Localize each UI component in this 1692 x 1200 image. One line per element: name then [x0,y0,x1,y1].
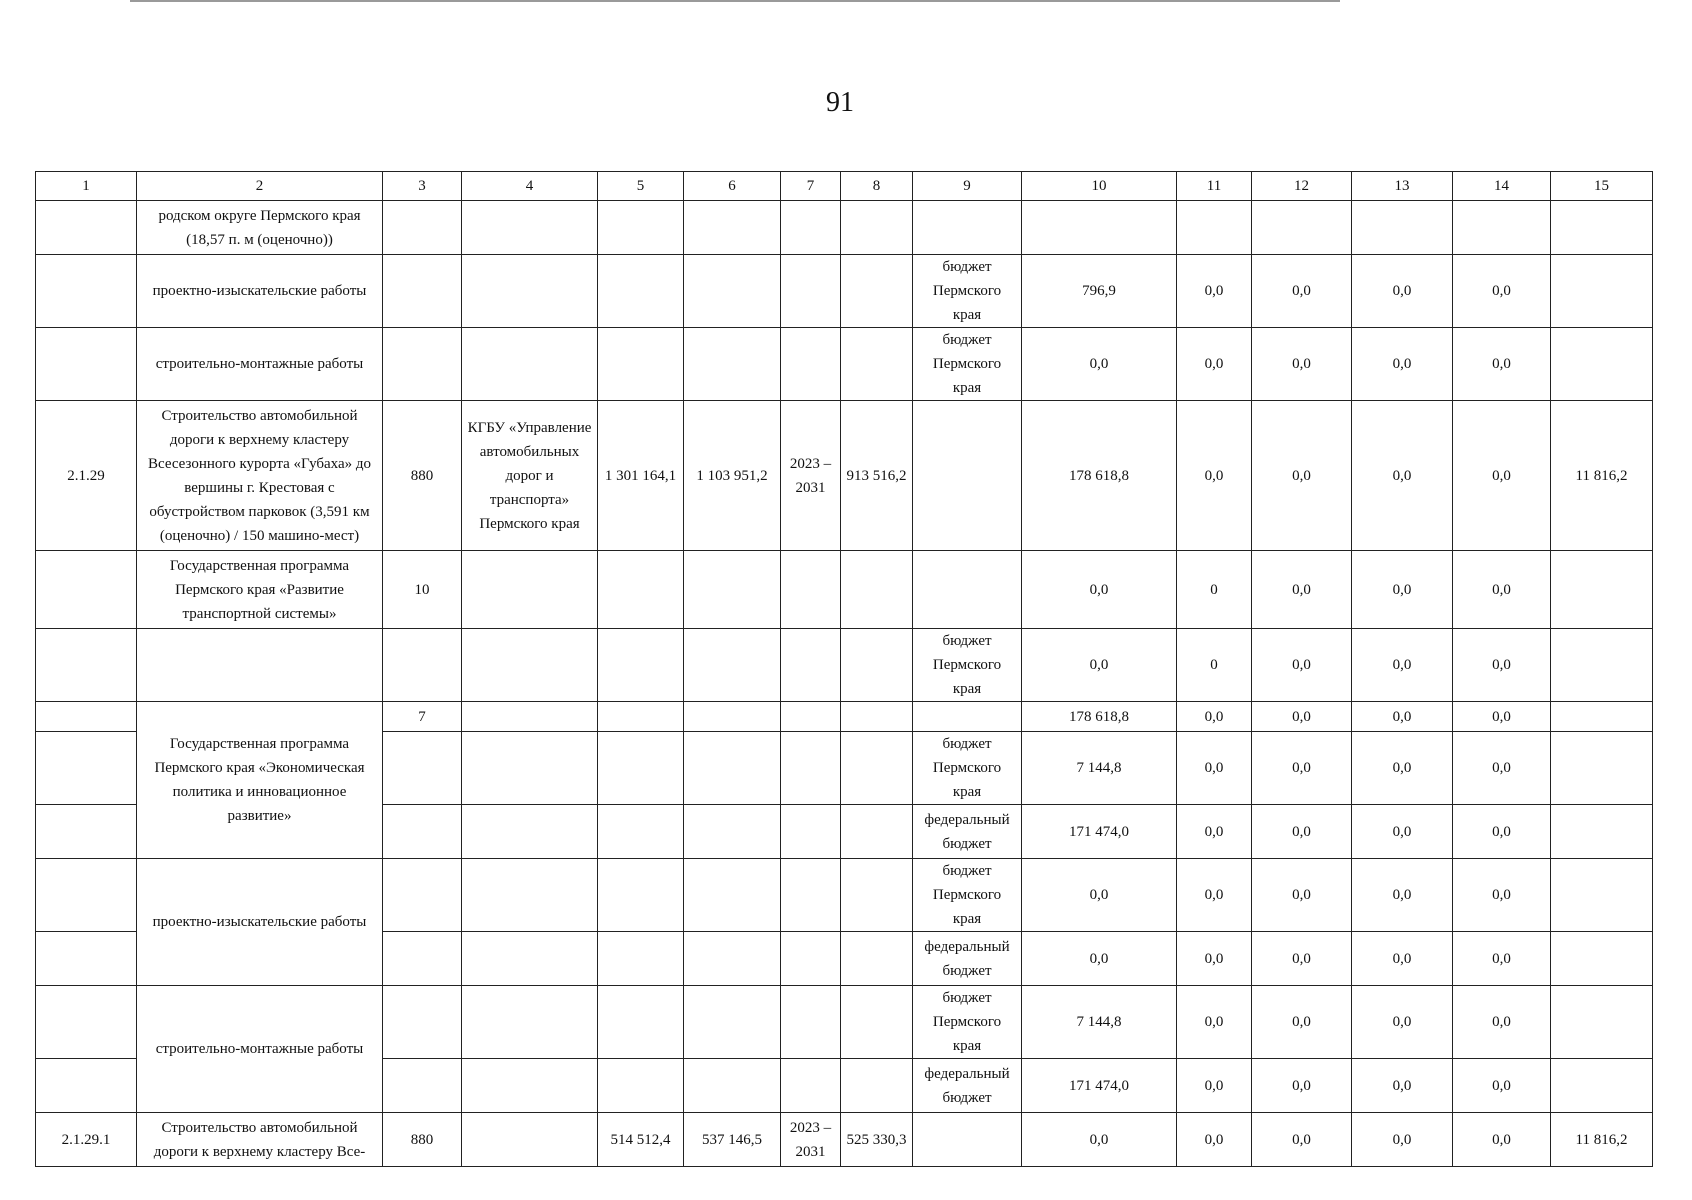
value-cell: 0 [1177,629,1252,702]
value-cell: 0,0 [1352,551,1453,629]
cell [598,859,684,932]
cell [841,629,913,702]
value-cell: 0,0 [1252,859,1352,932]
cell [781,629,841,702]
column-header: 11 [1177,172,1252,201]
value-cell: 0,0 [1177,255,1252,328]
value-cell: 0,0 [1252,1113,1352,1167]
funding-source-cell: бюджет Пермского края [913,255,1022,328]
cell [462,932,598,986]
cell [383,732,462,805]
program-table [35,171,1653,1167]
column-header: 8 [841,172,913,201]
row-number-cell: 2.1.29 [36,401,137,551]
cell [1177,201,1252,255]
value-cell: 0,0 [1352,732,1453,805]
cell [781,732,841,805]
cell [383,986,462,1059]
row-number-cell [36,986,137,1059]
table-row [36,1113,1653,1167]
cell [913,401,1022,551]
code-cell: 10 [383,551,462,629]
funding-source-cell: федеральный бюджет [913,1059,1022,1113]
cell [684,255,781,328]
cell [383,201,462,255]
value-cell: 537 146,5 [684,1113,781,1167]
cell [1252,201,1352,255]
column-header: 14 [1453,172,1551,201]
item-name-cell: строительно-монтажные работы [137,328,383,401]
value-cell: 0,0 [1252,1059,1352,1113]
value-cell: 0,0 [1252,805,1352,859]
funding-source-cell: бюджет Пермского края [913,986,1022,1059]
cell [383,932,462,986]
cell [913,201,1022,255]
value-cell: 0,0 [1453,1113,1551,1167]
value-cell: 0,0 [1453,401,1551,551]
cell [598,629,684,702]
column-header: 7 [781,172,841,201]
value-cell: 1 301 164,1 [598,401,684,551]
table-row [36,201,1653,255]
value-cell: 796,9 [1022,255,1177,328]
cell [598,732,684,805]
row-number-cell [36,629,137,702]
value-cell: 0,0 [1252,732,1352,805]
value-cell: 0,0 [1177,328,1252,401]
value-cell: 0,0 [1352,1113,1453,1167]
period-cell: 2023 – 2031 [781,401,841,551]
funding-source-cell: бюджет Пермского края [913,859,1022,932]
value-cell: 0,0 [1352,1059,1453,1113]
cell [684,805,781,859]
cell [598,328,684,401]
item-name-cell: родском округе Пермского края (18,57 п. м (оценочно)) [137,201,383,255]
cell [383,255,462,328]
cell [684,629,781,702]
construction-works-label-cell: строительно-монтажные работы [137,986,383,1113]
cell [383,859,462,932]
value-cell: 0,0 [1177,932,1252,986]
value-cell: 7 144,8 [1022,986,1177,1059]
funding-source-cell: бюджет Пермского края [913,732,1022,805]
survey-works-label-cell: проектно-изыскательские работы [137,859,383,986]
row-number-cell [36,201,137,255]
cell [462,201,598,255]
table-row [36,986,1653,1059]
value-cell: 0,0 [1022,328,1177,401]
cell [841,932,913,986]
code-cell: 7 [383,702,462,732]
cell [684,551,781,629]
value-cell: 11 816,2 [1551,401,1653,551]
funding-source-cell: бюджет Пермского края [913,629,1022,702]
cell [383,629,462,702]
cell [841,1059,913,1113]
value-cell: 0,0 [1252,328,1352,401]
value-cell: 0,0 [1177,1113,1252,1167]
cell [781,986,841,1059]
code-cell: 880 [383,401,462,551]
cell [841,986,913,1059]
column-header: 1 [36,172,137,201]
column-header: 6 [684,172,781,201]
cell [1551,805,1653,859]
table-row [36,401,1653,551]
value-cell: 7 144,8 [1022,732,1177,805]
value-cell: 0,0 [1352,629,1453,702]
value-cell: 178 618,8 [1022,401,1177,551]
cell [684,328,781,401]
value-cell: 0,0 [1022,859,1177,932]
value-cell: 0,0 [1177,805,1252,859]
column-header: 9 [913,172,1022,201]
cell [841,702,913,732]
value-cell: 0,0 [1352,702,1453,732]
table-row [36,702,1653,732]
row-number-cell [36,932,137,986]
cell [1551,629,1653,702]
value-cell: 0,0 [1022,551,1177,629]
value-cell: 0,0 [1022,932,1177,986]
cell [913,1113,1022,1167]
column-header: 13 [1352,172,1453,201]
cell [841,551,913,629]
value-cell: 178 618,8 [1022,702,1177,732]
cell [781,805,841,859]
value-cell: 0,0 [1352,805,1453,859]
cell [598,255,684,328]
row-number-cell [36,1059,137,1113]
table-row [36,328,1653,401]
row-number-cell [36,328,137,401]
cell [462,1113,598,1167]
cell [781,328,841,401]
cell [841,859,913,932]
page-number: 91 [826,87,854,118]
cell [684,702,781,732]
cell [781,932,841,986]
item-name-cell [137,629,383,702]
cell [383,328,462,401]
value-cell: 171 474,0 [1022,805,1177,859]
cell [1551,201,1653,255]
value-cell: 0 [1177,551,1252,629]
code-cell: 880 [383,1113,462,1167]
cell [913,551,1022,629]
column-header-row [36,172,1653,201]
value-cell: 0,0 [1352,932,1453,986]
cell [462,255,598,328]
table-row [36,255,1653,328]
cell [1551,1059,1653,1113]
cell [1551,986,1653,1059]
cell [1022,201,1177,255]
value-cell: 0,0 [1352,986,1453,1059]
value-cell: 0,0 [1352,328,1453,401]
executor-cell: КГБУ «Управление автомобильных дорог и транспорта» Пермского края [462,401,598,551]
value-cell: 0,0 [1453,328,1551,401]
value-cell: 0,0 [1453,732,1551,805]
cell [462,732,598,805]
value-cell: 0,0 [1453,859,1551,932]
cell [1551,551,1653,629]
cell [684,932,781,986]
item-name-cell: Строительство автомобильной дороги к верхнему кластеру Всесезонного курорта «Губаха» до вершины г. Крестовая с обустройством парковок (3,591 км (оценочно) / 150 машино-мест) [137,401,383,551]
item-name-cell: Строительство автомобильной дороги к верхнему кластеру Все- [137,1113,383,1167]
table-row [36,859,1653,932]
cell [598,805,684,859]
funding-source-cell: федеральный бюджет [913,805,1022,859]
value-cell: 0,0 [1453,255,1551,328]
cell [841,732,913,805]
cell [1551,702,1653,732]
table-row [36,551,1653,629]
cell [684,732,781,805]
value-cell: 0,0 [1177,702,1252,732]
cell [1551,932,1653,986]
cell [462,859,598,932]
value-cell: 0,0 [1453,932,1551,986]
cell [781,859,841,932]
cell [462,986,598,1059]
cell [383,805,462,859]
cell [841,328,913,401]
row-number-cell [36,805,137,859]
funding-source-cell: федеральный бюджет [913,932,1022,986]
top-rule [130,0,1340,2]
cell [462,551,598,629]
cell [1551,859,1653,932]
cell [1551,732,1653,805]
column-header: 10 [1022,172,1177,201]
value-cell: 0,0 [1177,732,1252,805]
value-cell: 0,0 [1177,859,1252,932]
cell [598,1059,684,1113]
value-cell: 11 816,2 [1551,1113,1653,1167]
column-header: 15 [1551,172,1653,201]
cell [598,551,684,629]
value-cell: 0,0 [1252,255,1352,328]
value-cell: 0,0 [1252,986,1352,1059]
cell [781,551,841,629]
cell [781,201,841,255]
cell [462,1059,598,1113]
value-cell: 0,0 [1252,629,1352,702]
cell [462,629,598,702]
cell [1453,201,1551,255]
cell [598,932,684,986]
cell [462,702,598,732]
item-name-cell: проектно-изыскательские работы [137,255,383,328]
value-cell: 0,0 [1352,255,1453,328]
row-number-cell [36,732,137,805]
cell [684,201,781,255]
value-cell: 0,0 [1022,629,1177,702]
value-cell: 0,0 [1453,551,1551,629]
cell [841,255,913,328]
cell [684,1059,781,1113]
value-cell: 0,0 [1453,702,1551,732]
value-cell: 0,0 [1252,702,1352,732]
value-cell: 0,0 [1252,932,1352,986]
value-cell: 913 516,2 [841,401,913,551]
table-row [36,629,1653,702]
row-number-cell [36,255,137,328]
column-header: 3 [383,172,462,201]
row-number-cell: 2.1.29.1 [36,1113,137,1167]
cell [841,201,913,255]
econ-program-name-cell: Государственная программа Пермского края «Экономическая политика и инновационное развитие» [137,702,383,859]
row-number-cell [36,859,137,932]
value-cell: 0,0 [1453,629,1551,702]
cell [383,1059,462,1113]
cell [598,201,684,255]
cell [781,702,841,732]
value-cell: 0,0 [1177,1059,1252,1113]
column-header: 12 [1252,172,1352,201]
value-cell: 0,0 [1177,401,1252,551]
cell [841,805,913,859]
value-cell: 171 474,0 [1022,1059,1177,1113]
value-cell: 0,0 [1352,859,1453,932]
funding-source-cell: бюджет Пермского края [913,328,1022,401]
row-number-cell [36,702,137,732]
value-cell: 0,0 [1453,1059,1551,1113]
cell [913,702,1022,732]
cell [1352,201,1453,255]
cell [1551,255,1653,328]
value-cell: 0,0 [1453,986,1551,1059]
cell [781,255,841,328]
row-number-cell [36,551,137,629]
cell [598,702,684,732]
value-cell: 525 330,3 [841,1113,913,1167]
column-header: 4 [462,172,598,201]
cell [598,986,684,1059]
cell [462,805,598,859]
value-cell: 1 103 951,2 [684,401,781,551]
value-cell: 0,0 [1252,401,1352,551]
value-cell: 0,0 [1252,551,1352,629]
cell [462,328,598,401]
column-header: 5 [598,172,684,201]
value-cell: 514 512,4 [598,1113,684,1167]
period-cell: 2023 – 2031 [781,1113,841,1167]
value-cell: 0,0 [1022,1113,1177,1167]
cell [1551,328,1653,401]
item-name-cell: Государственная программа Пермского края «Развитие транспортной системы» [137,551,383,629]
value-cell: 0,0 [1352,401,1453,551]
cell [684,859,781,932]
value-cell: 0,0 [1177,986,1252,1059]
cell [684,986,781,1059]
value-cell: 0,0 [1453,805,1551,859]
column-header: 2 [137,172,383,201]
cell [781,1059,841,1113]
